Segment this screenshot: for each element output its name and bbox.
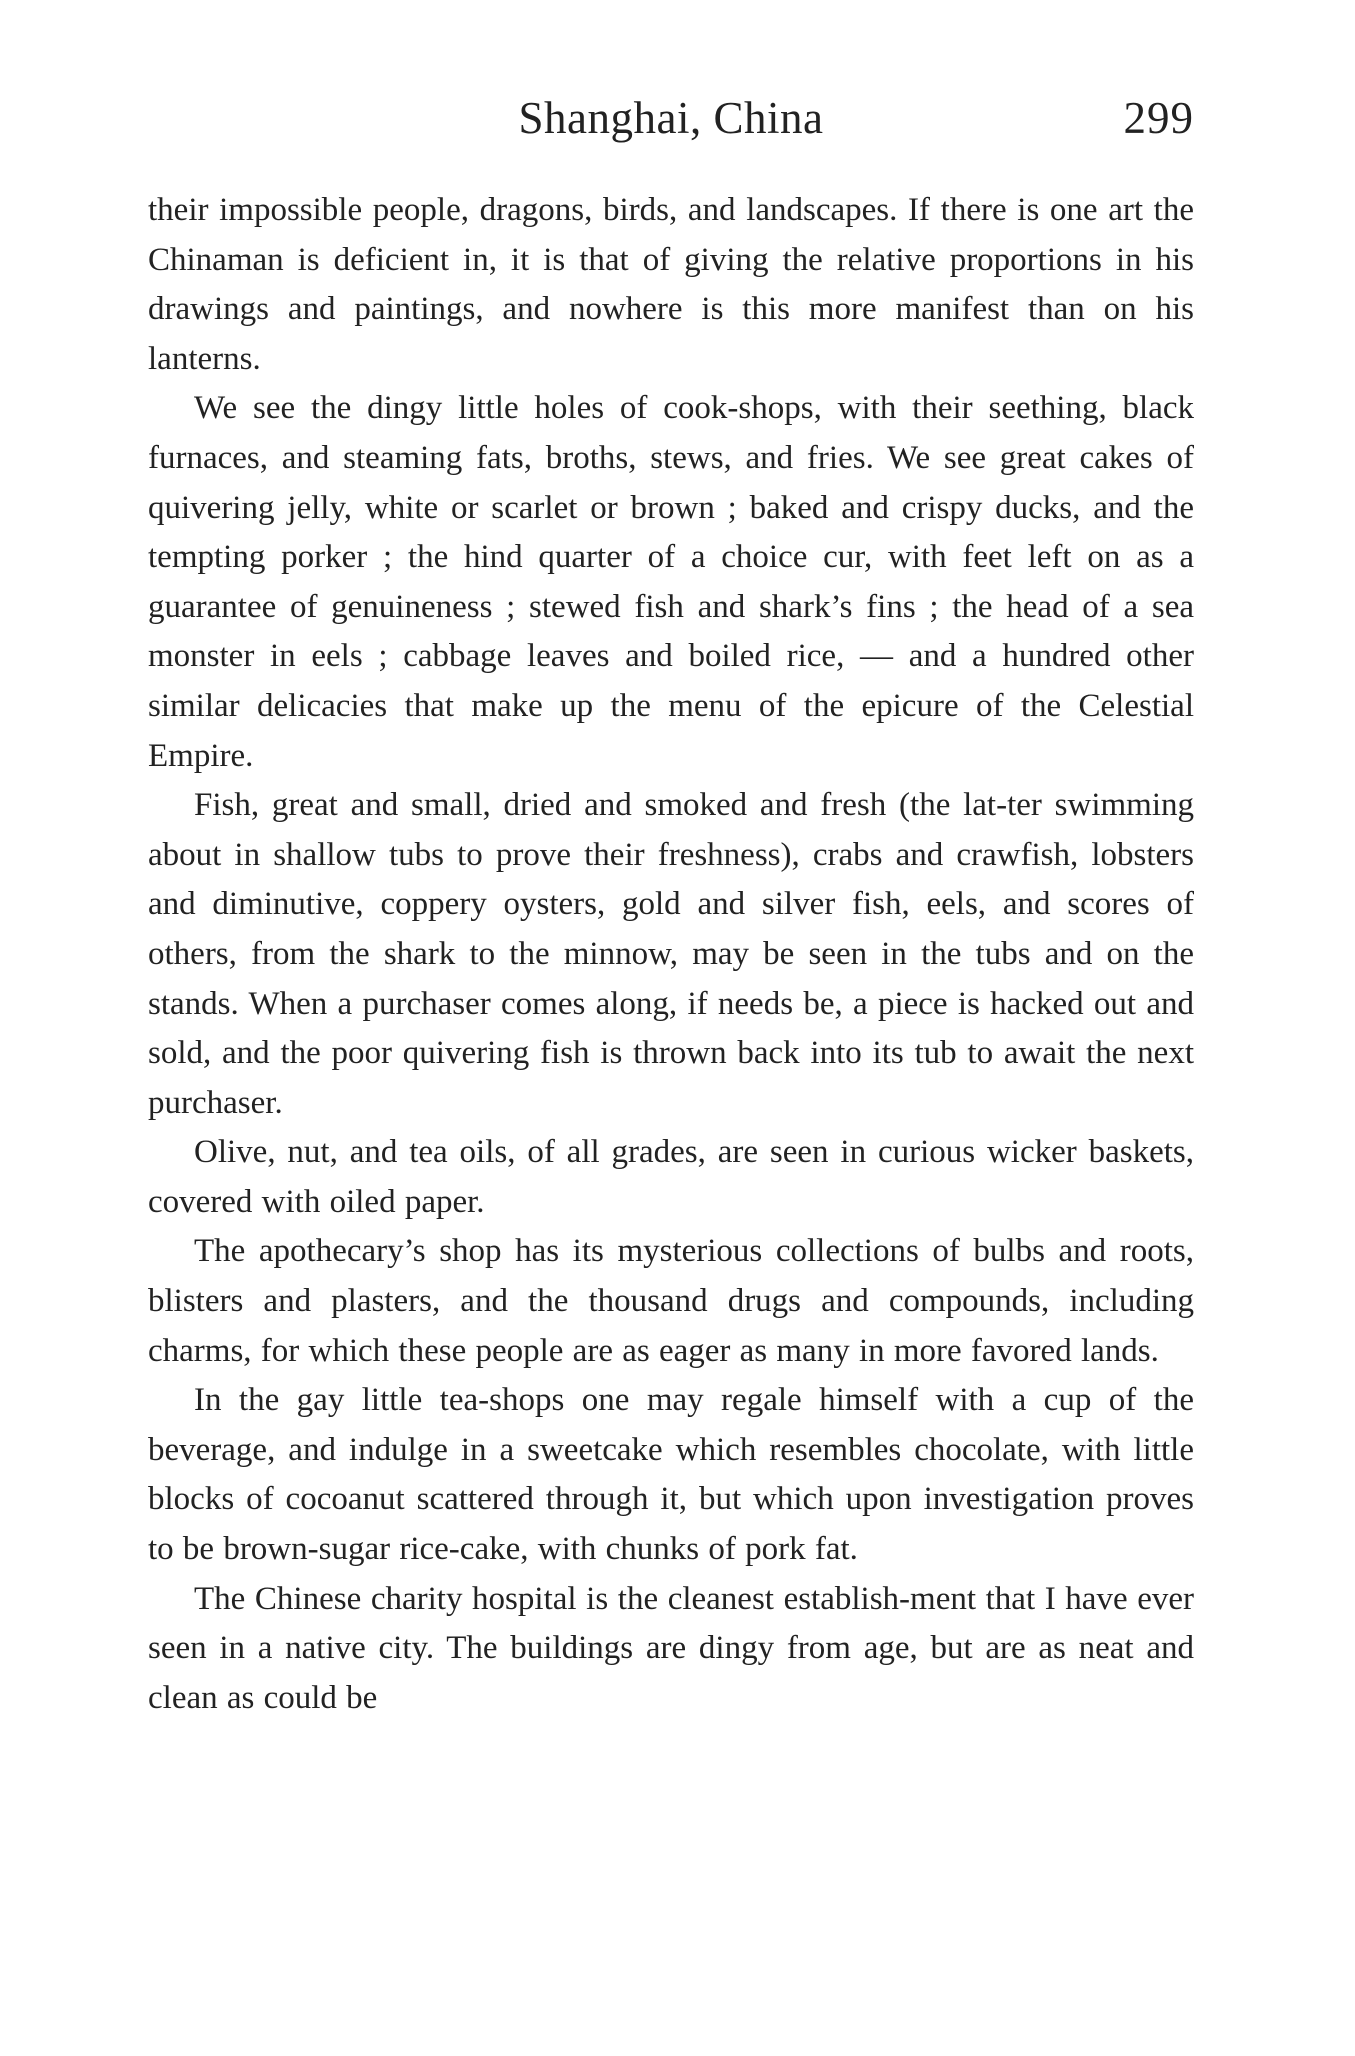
paragraph-apothecary: The apothecary’s shop has its mysterious collections of bulbs and roots, blisters and plasters, and the thousand drugs and compounds, including charms, for which these people are as eager as many in more favored lands. <box>148 1233 1194 1369</box>
paragraph-oils: Olive, nut, and tea oils, of all grades, are seen in curious wicker baskets, covered with oiled paper. <box>148 1134 1194 1220</box>
page-number: 299 <box>1123 93 1194 143</box>
paragraph-tea-shops: In the gay little tea-shops one may regale himself with a cup of the beverage, and indulge in a sweetcake which resembles chocolate, with little blocks of cocoanut scattered through it, but which upon investigation proves to be brown-sugar rice-cake, with chunks of pork fat. <box>148 1382 1194 1568</box>
paragraph-hospital: The Chinese charity hospital is the cleanest establish-ment that I have ever seen in a native city. The buildings are dingy from age, but are as neat and clean as could be <box>148 1580 1194 1716</box>
paragraph-cook-shops: We see the dingy little holes of cook-shops, with their seething, black furnaces, and steaming fats, broths, stews, and fries. We see great cakes of quivering jelly, white or scarlet or brown ; baked and crispy ducks, and the tempting porker ; the hind quarter of a choice cur, with feet left on as a guarantee of genuineness ; stewed fish and shark’s fins ; the head of a sea monster in eels ; cabbage leaves and boiled rice, — and a hundred other similar delicacies that make up the menu of the epicure of the Celestial Empire. <box>148 390 1194 774</box>
paragraph-fish: Fish, great and small, dried and smoked and fresh (the lat-ter swimming about in shallow tubs to prove their freshness), crabs and crawfish, lobsters and diminutive, coppery oysters, gold and silver fish, eels, and scores of others, from the shark to the minnow, may be seen in the tubs and on the stands. When a purchaser comes along, if needs be, a piece is hacked out and sold, and the poor quivering fish is thrown back into its tub to await the next purchaser. <box>148 787 1194 1121</box>
running-head <box>148 88 1194 148</box>
running-title: Shanghai, China <box>518 93 824 143</box>
paragraph-continued: their impossible people, dragons, birds, and landscapes. If there is one art the Chinaman is deficient in, it is that of giving the relative proportions in his drawings and paintings, and nowhere is this more manifest than on his lanterns. <box>148 192 1194 377</box>
body-text <box>148 186 1194 1723</box>
